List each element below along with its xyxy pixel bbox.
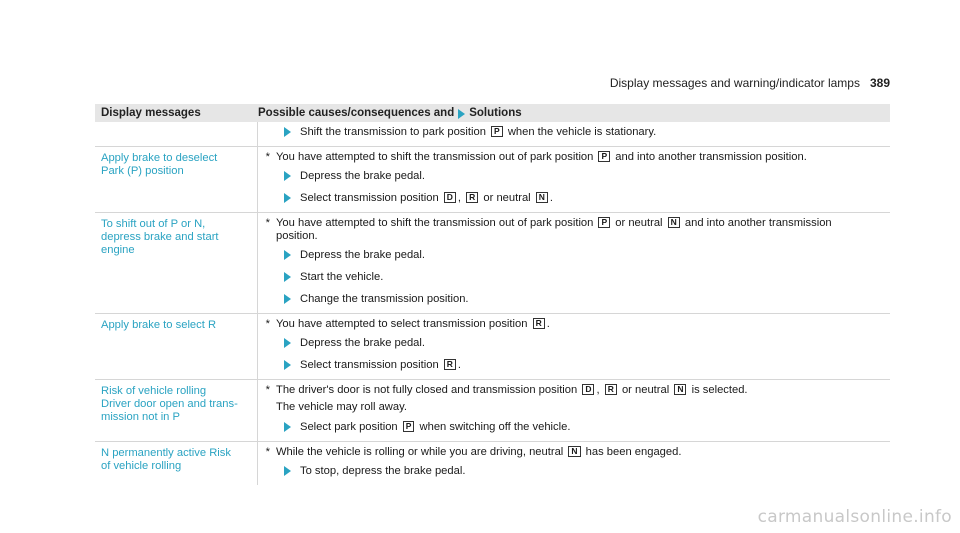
- gear-key: N: [668, 217, 680, 228]
- arrow-right-icon: [284, 250, 291, 260]
- message-line: of vehicle rolling: [101, 460, 182, 472]
- causes-cell: [258, 213, 890, 313]
- gear-key: D: [444, 192, 456, 203]
- text-part: Shift the transmission to park position: [300, 126, 490, 138]
- cause: [264, 151, 890, 164]
- message-line: engine: [101, 244, 135, 256]
- arrow-right-icon: [458, 109, 465, 119]
- arrow-right-icon: [284, 360, 291, 370]
- arrow-right-icon: [284, 422, 291, 432]
- text-part: is selected.: [691, 384, 748, 396]
- solution-text: Start the vehicle.: [300, 271, 384, 283]
- message-cell: [95, 213, 258, 313]
- solution-step: [284, 293, 890, 306]
- message-line: N permanently active Risk: [101, 447, 231, 459]
- col-header-causes: [258, 107, 890, 119]
- cause-note: The vehicle may roll away.: [276, 401, 407, 413]
- text-part: ,: [596, 384, 600, 396]
- text-part: when switching off the vehicle.: [416, 421, 571, 433]
- solution-step: [284, 271, 890, 284]
- gear-key: P: [491, 126, 503, 137]
- text-part: or neutral: [615, 217, 663, 229]
- text-part: Select transmission position: [300, 192, 442, 204]
- text-part: .: [546, 318, 550, 330]
- text-part: Select transmission position: [300, 359, 442, 371]
- text-part: has been engaged.: [585, 446, 682, 458]
- arrow-right-icon: [284, 272, 291, 282]
- message-cell: [95, 147, 258, 212]
- solution-step: [284, 421, 890, 434]
- solution-text: To stop, depress the brake pedal.: [300, 465, 466, 477]
- arrow-right-icon: [284, 171, 291, 181]
- message-line: Driver door open and trans-: [101, 398, 238, 410]
- cause: [264, 217, 890, 243]
- page-header: [610, 76, 890, 90]
- table-row: [95, 147, 890, 213]
- message-line: To shift out of P or N,: [101, 218, 206, 230]
- text-part: or neutral: [480, 192, 534, 204]
- solution-step: [284, 126, 890, 139]
- asterisk: *: [265, 151, 270, 163]
- solution-text: [300, 126, 656, 139]
- cause: [264, 384, 890, 397]
- page-number: 389: [869, 76, 890, 90]
- causes-cell: [258, 147, 890, 212]
- message-line: depress brake and start: [101, 231, 219, 243]
- solution-text: Depress the brake pedal.: [300, 170, 426, 182]
- solution-step: [284, 465, 890, 478]
- text-part: The driver's door is not fully closed and transmission position: [276, 384, 578, 396]
- cause-text: [276, 384, 890, 397]
- message-line: Apply brake to deselect: [101, 152, 218, 164]
- table-row: [95, 380, 890, 442]
- causes-cell: [258, 442, 890, 485]
- table-header: [95, 104, 890, 122]
- solution-text: Depress the brake pedal.: [300, 337, 426, 349]
- gear-key: D: [582, 384, 594, 395]
- solution-step: [284, 192, 890, 205]
- arrow-right-icon: [284, 466, 291, 476]
- text-part: .: [549, 192, 554, 204]
- text-part: While the vehicle is rolling or while you are driving, neutral: [276, 446, 564, 458]
- watermark: carmanualsonline.info: [757, 507, 952, 527]
- solution-text: [300, 192, 553, 205]
- solution-step: [284, 337, 890, 350]
- col-header-solutions-label: Solutions: [469, 107, 522, 119]
- page-title: Display messages and warning/indicator lamps: [609, 76, 860, 90]
- text-part: You have attempted to shift the transmission out of park position: [276, 151, 594, 163]
- gear-key: N: [536, 192, 548, 203]
- text-part: and into another transmission position.: [615, 151, 807, 163]
- solution-text: [300, 359, 461, 372]
- cause-text: [276, 151, 890, 164]
- arrow-right-icon: [284, 193, 291, 203]
- solution-step: [284, 359, 890, 372]
- solution-text: Depress the brake pedal.: [300, 249, 426, 261]
- message-line: Apply brake to select R: [101, 319, 217, 331]
- gear-key: N: [568, 446, 580, 457]
- message-line: Park (P) position: [101, 165, 184, 177]
- message-cell: [95, 442, 258, 485]
- text-part: and into another transmission position.: [276, 217, 832, 242]
- table-row: [95, 213, 890, 314]
- message-cell: [95, 122, 258, 146]
- solution-text: [300, 421, 570, 434]
- text-part: Select park position: [300, 421, 401, 433]
- text-part: when the vehicle is stationary.: [504, 126, 657, 138]
- arrow-right-icon: [284, 127, 291, 137]
- cause-text: [276, 217, 890, 243]
- col-header-causes-label: Possible causes/consequences and: [258, 107, 455, 119]
- gear-key: P: [403, 421, 415, 432]
- table-row: [95, 314, 890, 380]
- gear-key: N: [674, 384, 686, 395]
- cause-text: [276, 446, 890, 459]
- gear-key: P: [598, 151, 610, 162]
- col-header-messages: Display messages: [101, 107, 201, 119]
- messages-table: [95, 104, 890, 485]
- message-cell: [95, 380, 258, 441]
- gear-key: P: [598, 217, 610, 228]
- gear-key: R: [466, 192, 478, 203]
- asterisk: *: [265, 217, 270, 229]
- cause: [264, 318, 890, 331]
- asterisk: *: [265, 446, 270, 458]
- arrow-right-icon: [284, 338, 291, 348]
- table-row: [95, 442, 890, 485]
- message-line: mission not in P: [101, 411, 180, 423]
- text-part: ,: [457, 192, 465, 204]
- solution-step: [284, 249, 890, 262]
- causes-cell: [258, 380, 890, 441]
- cause-text: [276, 318, 890, 331]
- gear-key: R: [533, 318, 545, 329]
- causes-cell: [258, 122, 890, 146]
- text-part: You have attempted to shift the transmission out of park position: [276, 217, 594, 229]
- gear-key: R: [605, 384, 617, 395]
- text-part: .: [457, 359, 462, 371]
- arrow-right-icon: [284, 294, 291, 304]
- text-part: or neutral: [621, 384, 670, 396]
- message-cell: [95, 314, 258, 379]
- message-line: Risk of vehicle rolling: [101, 385, 207, 397]
- solution-step: [284, 170, 890, 183]
- gear-key: R: [444, 359, 456, 370]
- cause: [264, 446, 890, 459]
- asterisk: *: [265, 318, 270, 330]
- asterisk: *: [265, 384, 270, 396]
- solution-text: Change the transmission position.: [300, 293, 469, 305]
- table-row: [95, 122, 890, 147]
- causes-cell: [258, 314, 890, 379]
- text-part: You have attempted to select transmission position: [276, 318, 528, 330]
